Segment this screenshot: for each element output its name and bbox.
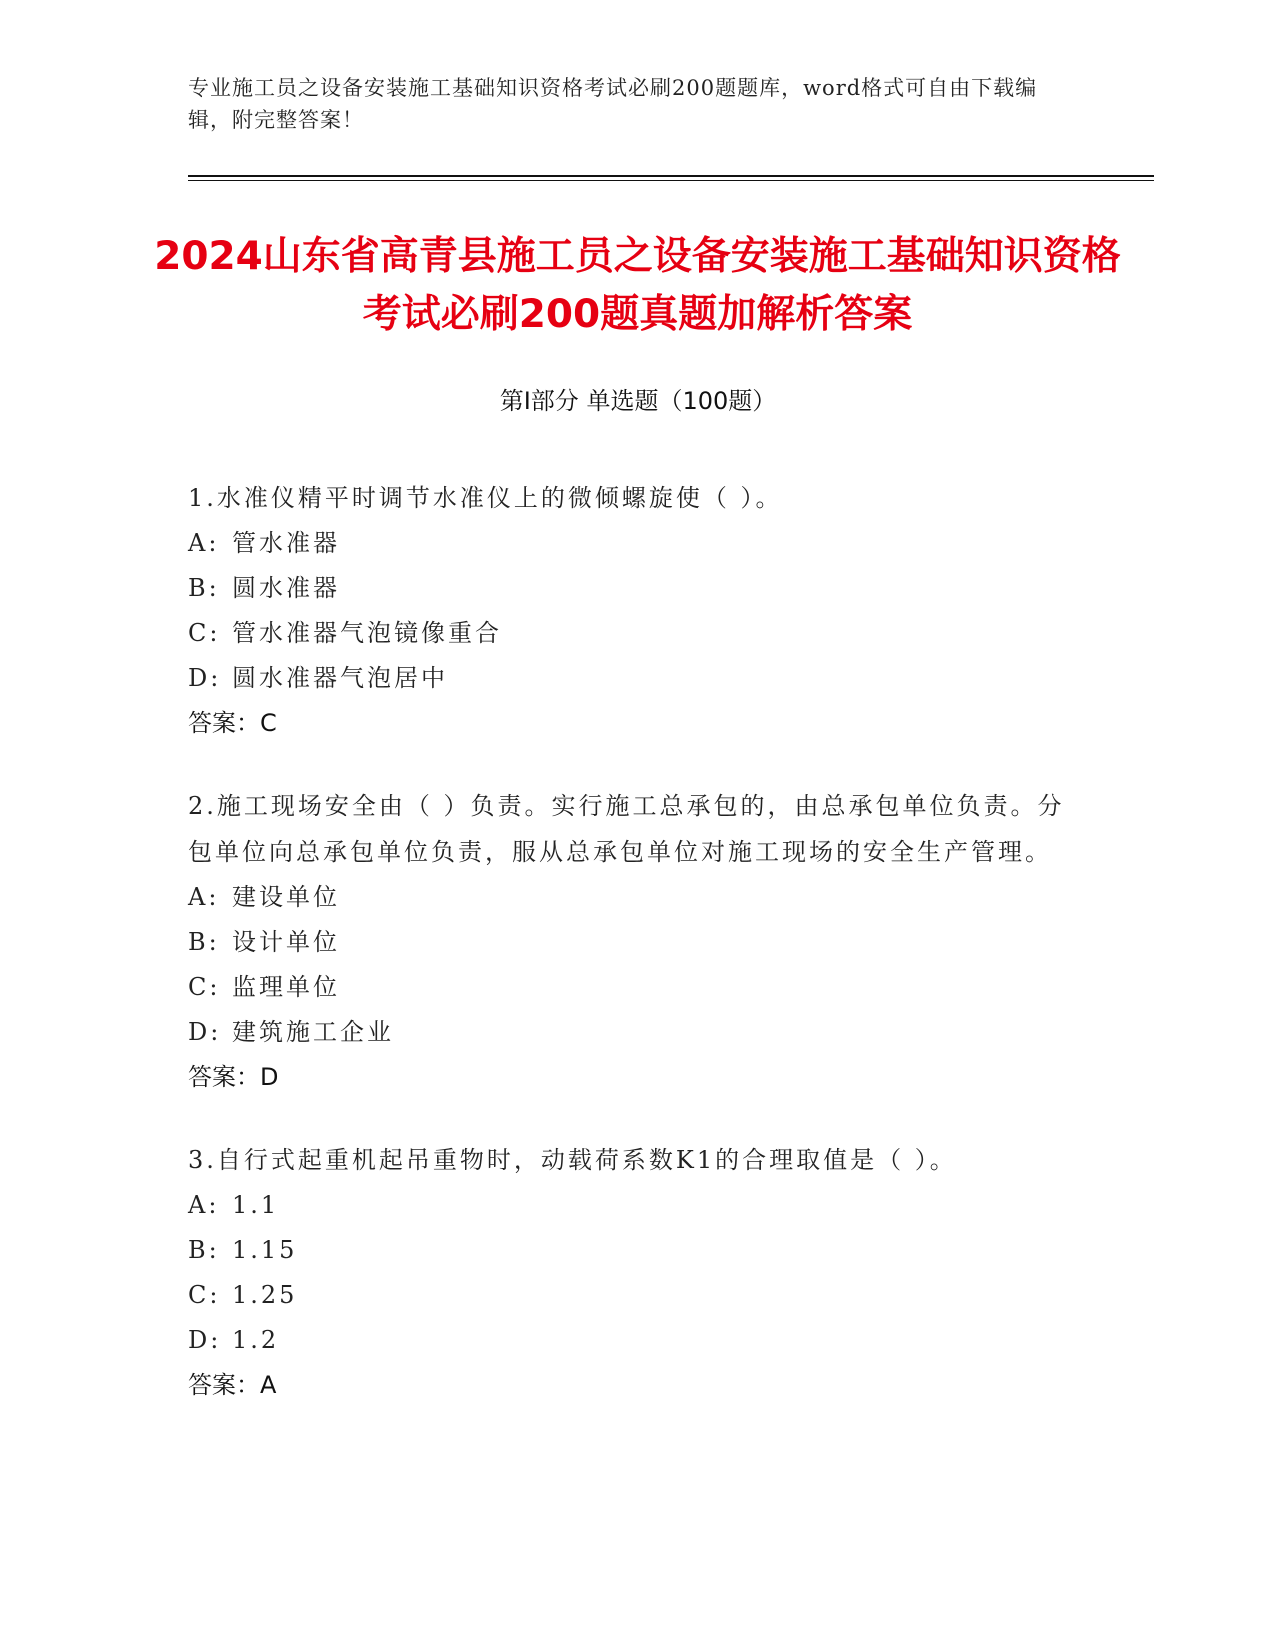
option-text: 管水准器 bbox=[232, 529, 340, 557]
header-note: 专业施工员之设备安装施工基础知识资格考试必刷200题题库，word格式可自由下载编辑，附完整答案！ bbox=[188, 76, 1038, 132]
question-2 bbox=[188, 783, 1078, 1100]
question-stem: 2.施工现场安全由（ ）负责。实行施工总承包的，由总承包单位负责。分包单位向总承包单位负责，服从总承包单位对施工现场的安全生产管理。 bbox=[188, 792, 1065, 866]
option-d bbox=[188, 656, 1078, 701]
option-text: 管水准器气泡镜像重合 bbox=[232, 619, 502, 647]
option-text: 圆水准器气泡居中 bbox=[232, 664, 448, 692]
option-key: D: bbox=[188, 1018, 222, 1046]
header-divider-thick bbox=[188, 175, 1154, 177]
option-key: A: bbox=[188, 883, 220, 911]
question-list bbox=[188, 475, 1078, 1445]
option-c bbox=[188, 965, 1078, 1010]
question-stem: 1.水准仪精平时调节水准仪上的微倾螺旋使（ ）。 bbox=[188, 484, 783, 512]
option-text: 建设单位 bbox=[232, 883, 340, 911]
option-key: C: bbox=[188, 973, 221, 1001]
document-title: 2024山东省高青县施工员之设备安装施工基础知识资格考试必刷200题真题加解析答案 bbox=[154, 234, 1121, 337]
option-text: 监理单位 bbox=[232, 973, 340, 1001]
answer: 答案：C bbox=[188, 709, 277, 737]
option-key: A: bbox=[188, 1191, 220, 1219]
header-divider-thin bbox=[188, 180, 1154, 181]
option-b bbox=[188, 1228, 1078, 1273]
option-d bbox=[188, 1010, 1078, 1055]
question-stem: 3.自行式起重机起吊重物时，动载荷系数K1的合理取值是（ ）。 bbox=[188, 1146, 957, 1174]
option-text: 设计单位 bbox=[232, 928, 340, 956]
option-key: D: bbox=[188, 664, 222, 692]
option-key: B: bbox=[188, 928, 220, 956]
option-text: 建筑施工企业 bbox=[232, 1018, 394, 1046]
option-text: 1.25 bbox=[232, 1281, 298, 1309]
option-text: 圆水准器 bbox=[232, 574, 340, 602]
option-key: B: bbox=[188, 1236, 220, 1264]
option-text: 1.15 bbox=[232, 1236, 298, 1264]
option-a bbox=[188, 521, 1078, 566]
option-c bbox=[188, 1273, 1078, 1318]
option-key: B: bbox=[188, 574, 220, 602]
option-key: A: bbox=[188, 529, 220, 557]
option-text: 1.2 bbox=[232, 1326, 280, 1354]
question-1 bbox=[188, 475, 1078, 746]
option-key: C: bbox=[188, 1281, 221, 1309]
answer: 答案：A bbox=[188, 1371, 277, 1399]
option-a bbox=[188, 875, 1078, 920]
section-title: 第Ⅰ部分 单选题（100题） bbox=[499, 387, 777, 415]
option-b bbox=[188, 566, 1078, 611]
question-3 bbox=[188, 1137, 1078, 1408]
option-text: 1.1 bbox=[232, 1191, 280, 1219]
option-key: C: bbox=[188, 619, 221, 647]
option-a bbox=[188, 1183, 1078, 1228]
option-key: D: bbox=[188, 1326, 222, 1354]
answer: 答案：D bbox=[188, 1063, 279, 1091]
option-d bbox=[188, 1318, 1078, 1363]
option-c bbox=[188, 611, 1078, 656]
option-b bbox=[188, 920, 1078, 965]
